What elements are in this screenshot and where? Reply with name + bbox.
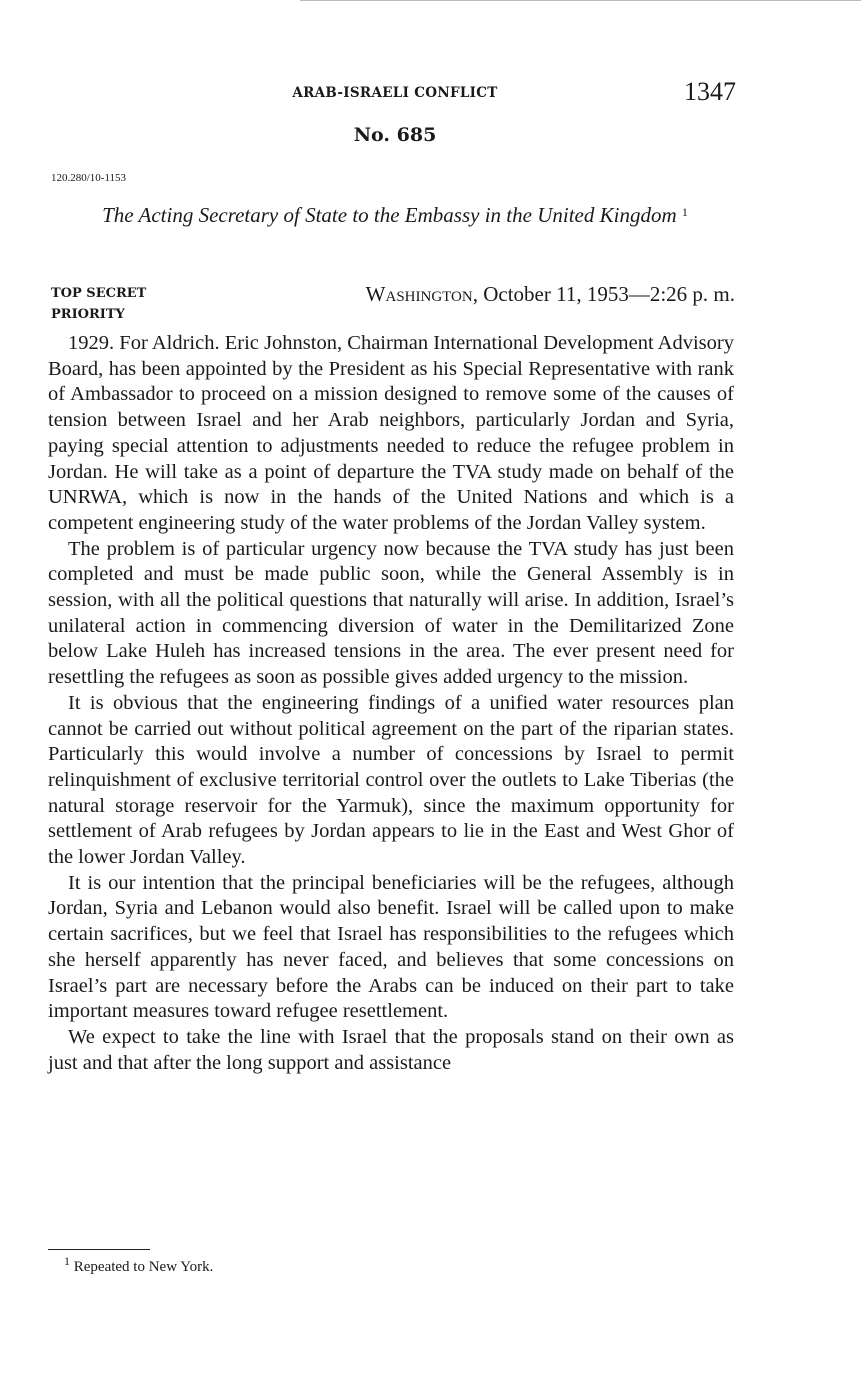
body-paragraph: 1929. For Aldrich. Eric Johnston, Chairman International Development Advisory Board, has been appointed by the President as his Special Representative with rank of Ambassador to proceed on a mission designed to remove some of the causes of tension between Israel and her Arab neighbors, particularly Jordan and Syria, paying special attention to adjustments needed to reduce the refugee problem in Jordan. He will take as a point of departure the TVA study made on behalf of the UNRWA, which is now in the hands of the United Nations and which is a competent engineering study of the water problems of the Jordan Valley system.: [48, 332, 734, 534]
document-number: No. 685: [353, 124, 437, 146]
precedence-label: PRIORITY: [51, 307, 125, 322]
footnote: [64, 1254, 214, 1276]
body-paragraph: We expect to take the line with Israel that the proposals stand on their own as just and that after the long support and assistance: [48, 1025, 734, 1074]
footnote-separator: [48, 1249, 150, 1250]
dateline-place: Washington,: [365, 282, 478, 306]
body-paragraph: It is our intention that the principal beneficiaries will be the refugees, although Jordan, Syria and Lebanon would also benefit. Israel will be called upon to make certain sacrifices, but we feel that Israel has responsibilities to the refugees which she herself apparently has never faced, and believes that some concessions on Israel’s part are necessary before the Arabs can be induced on their part to take important measures toward refugee resettlement.: [48, 871, 734, 1023]
file-number: 120.280/10-1153: [51, 172, 127, 184]
footnote-text: Repeated to New York.: [73, 1259, 214, 1275]
document-title: [90, 203, 700, 228]
footnote-marker: 1: [64, 1254, 70, 1268]
footnote-reference: 1: [681, 205, 688, 219]
top-edge-rule: [300, 0, 861, 1]
classification-label: TOP SECRET: [51, 286, 147, 301]
telegram-body: [48, 331, 734, 1076]
page-number: 1347: [684, 77, 736, 106]
document-title-text: The Acting Secretary of State to the Embassy in the United Kingdom: [102, 203, 677, 227]
body-paragraph: It is obvious that the engineering findings of a unified water resources plan cannot be carried out without political agreement on the part of the riparian states. Particularly this would involve a number of concessions by Israel to permit relinquishment of exclusive territorial control over the outlets to Lake Tiberias (the natural storage reservoir for the Yarmuk), since the maximum opportunity for settlement of Arab refugees by Jordan appears to lie in the East and West Ghor of the lower Jordan Valley.: [48, 691, 734, 869]
dateline-date: October 11, 1953—2:26 p. m.: [483, 282, 735, 306]
running-head: ARAB-ISRAELI CONFLICT: [292, 85, 498, 101]
dateline: [308, 282, 735, 307]
body-paragraph: The problem is of particular urgency now because the TVA study has just been completed and must be made public soon, while the General Assembly is in session, with all the political questions that naturally will arise. In addition, Israel’s unilateral action in commencing diversion of water in the Demilitarized Zone below Lake Huleh has increased tensions in the area. The ever present need for resettling the refugees as soon as possible gives added urgency to the mission.: [48, 537, 734, 689]
